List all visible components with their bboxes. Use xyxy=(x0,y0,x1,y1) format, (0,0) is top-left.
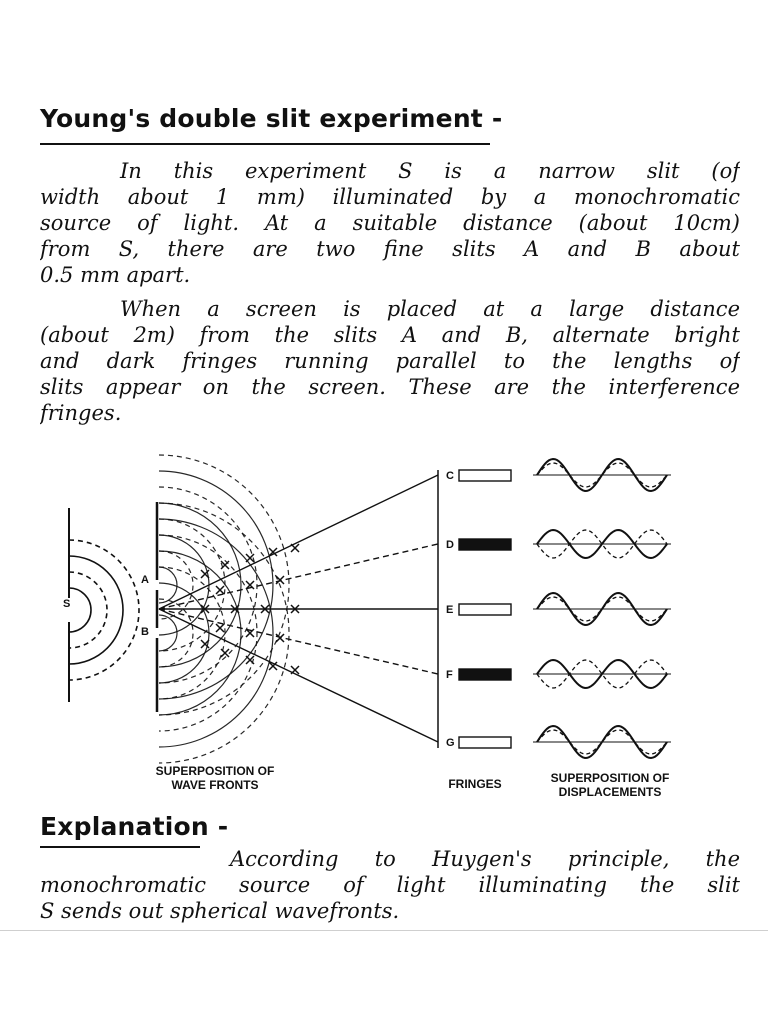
source-wavefront xyxy=(69,572,107,648)
caption-wavefronts xyxy=(135,764,295,792)
superposition-cross xyxy=(216,586,224,594)
paragraph-1-line-4: from S, there are two fine slits A and B about xyxy=(40,237,740,261)
superposition-cross xyxy=(276,576,284,584)
source-wavefront xyxy=(69,588,91,632)
page-edge-rule xyxy=(0,930,768,931)
explanation-line-2: monochromatic source of light illuminating the slit xyxy=(40,873,740,897)
explanation-heading: Explanation - xyxy=(40,812,229,841)
caption-displacements xyxy=(530,771,690,799)
caption-displacements-line-1: SUPERPOSITION OF xyxy=(550,771,670,785)
fringe-point-f: F xyxy=(446,669,453,681)
superposition-cross xyxy=(221,649,229,657)
slit-b-label: B xyxy=(141,626,149,638)
superposition-cross xyxy=(216,624,224,632)
paragraph-1-line-1: In this experiment S is a narrow slit (of xyxy=(120,159,740,183)
page-title: Young's double slit experiment - xyxy=(40,104,503,133)
paragraph-2-line-3: and dark fringes running parallel to the lengths of xyxy=(40,349,740,373)
slit-b-wavefront xyxy=(159,503,289,763)
double-slit-diagram xyxy=(55,440,755,810)
fringe-point-d: D xyxy=(446,539,454,551)
slit-b-wavefront xyxy=(159,567,225,699)
paragraph-2-line-2: (about 2m) from the slits A and B, alternate bright xyxy=(40,323,740,347)
fringe-point-e: E xyxy=(446,604,454,616)
superposition-cross xyxy=(291,666,299,674)
fringe-point-g: G xyxy=(446,737,455,749)
source-label: S xyxy=(63,598,71,610)
superposition-cross xyxy=(291,544,299,552)
diagram-drawing xyxy=(55,440,755,810)
paragraph-1-line-2: width about 1 mm) illuminated by a monochromatic xyxy=(40,185,740,209)
fringe-ray xyxy=(159,544,438,609)
paragraph-2-line-1: When a screen is placed at a large distance xyxy=(120,297,740,321)
paragraph-1-line-3: source of light. At a suitable distance (about 10cm) xyxy=(40,211,740,235)
dark-fringe xyxy=(459,539,511,550)
bright-fringe xyxy=(459,604,511,615)
title-underline xyxy=(40,143,490,145)
bright-fringe xyxy=(459,737,511,748)
fringe-ray xyxy=(159,475,438,609)
caption-fringes: FRINGES xyxy=(448,777,502,791)
bright-fringe xyxy=(459,470,511,481)
explanation-line-3: S sends out spherical wavefronts. xyxy=(40,899,400,923)
caption-displacements-line-2: DISPLACEMENTS xyxy=(558,785,662,799)
paragraph-2-line-4: slits appear on the screen. These are the interference xyxy=(40,375,740,399)
slit-a-wavefront xyxy=(159,519,225,651)
slit-a-label: A xyxy=(141,574,149,586)
superposition-cross xyxy=(276,634,284,642)
caption-wavefronts-line-2: WAVE FRONTS xyxy=(171,778,259,792)
paragraph-1-line-5: 0.5 mm apart. xyxy=(40,263,191,287)
dark-fringe xyxy=(459,669,511,680)
caption-wavefronts-line-1: SUPERPOSITION OF xyxy=(155,764,275,778)
paragraph-2-line-5: fringes. xyxy=(40,401,122,425)
fringe-point-c: C xyxy=(446,470,454,482)
slit-a-wavefront xyxy=(159,535,209,635)
source-wavefront xyxy=(69,540,139,680)
explanation-line-1: According to Huygen's principle, the xyxy=(230,847,740,871)
slit-b-wavefront xyxy=(159,583,209,683)
fringe-ray xyxy=(159,609,438,674)
slit-a-wavefront xyxy=(159,455,289,715)
